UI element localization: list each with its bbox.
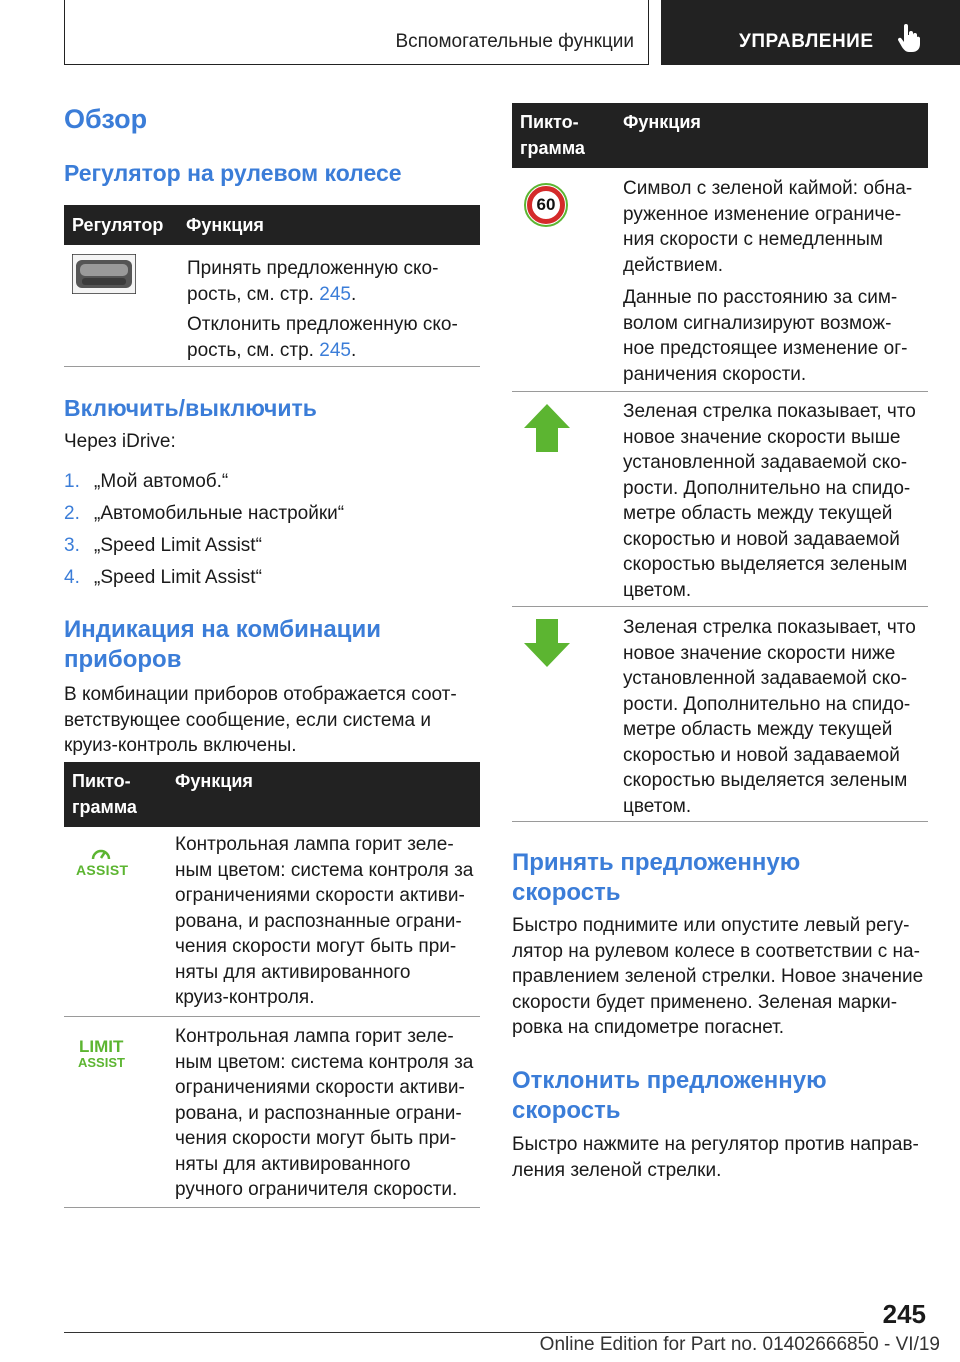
step-text: „Мой автомоб.“ bbox=[94, 471, 229, 492]
pointing-hand-icon bbox=[897, 24, 921, 52]
table-divider bbox=[64, 1016, 480, 1017]
table-divider bbox=[512, 391, 928, 392]
assist-description: Контрольная лампа горит зеле- ным цветом: система контроля за ограничениями скорости активи- рована, и распознанные ограни- чения скорости могут быть при- няты для активированного круиз-контроля. bbox=[175, 834, 474, 1008]
page-link-245[interactable]: 245 bbox=[319, 283, 351, 305]
cluster-description: В комбинации приборов отображается соот- ветствующее сообщение, если система и круиз-контроль включены. bbox=[64, 684, 457, 756]
step-text: „Speed Limit Assist“ bbox=[94, 567, 262, 588]
function-col-header: Функция bbox=[175, 771, 253, 791]
regulator-table-header bbox=[64, 205, 480, 245]
speedometer-arc-icon bbox=[90, 845, 112, 861]
step-number: 2. bbox=[64, 503, 80, 524]
accept-speed-text: Быстро поднимите или опустите левый регу- лятор на рулевом колесе в соответствии с на- правлением зеленой стрелки. Новое значение скорости будет применено. Зеленая марки- ровка на спидометре погаснет. bbox=[512, 915, 924, 1038]
page-number: 245 bbox=[882, 1299, 926, 1329]
right-pictogram-table-header: Пикто- грамма Функция bbox=[512, 103, 928, 168]
pictogram-col-header: Пикто- bbox=[72, 771, 131, 791]
regulator-col-header: Регулятор bbox=[72, 215, 164, 235]
footer-divider bbox=[64, 1332, 864, 1333]
table-divider bbox=[64, 366, 480, 367]
assist-indicator-icon: ASSIST bbox=[76, 845, 124, 881]
step-number: 3. bbox=[64, 535, 80, 556]
table-divider bbox=[512, 821, 928, 822]
overview-title: Обзор bbox=[64, 104, 148, 134]
speed-limit-sign-icon: 60 bbox=[524, 183, 568, 227]
cluster-title: Индикация на комбинации приборов bbox=[64, 616, 381, 673]
header-chapter-title: УПРАВЛЕНИЕ bbox=[739, 31, 874, 52]
accept-speed-title: Принять предложенную скорость bbox=[512, 849, 801, 906]
reject-speed-title: Отклонить предложенную скорость bbox=[512, 1067, 827, 1124]
table-divider bbox=[64, 1207, 480, 1208]
footer-edition: Online Edition for Part no. 01402666850 - VI/19 bbox=[539, 1334, 940, 1355]
page-link-245[interactable]: 245 bbox=[319, 339, 351, 361]
function-col-header: Функция bbox=[623, 112, 701, 132]
regulator-row-reject: Отклонить предложенную ско- рость, см. стр. 245. bbox=[187, 314, 458, 361]
overview-subtitle: Регулятор на рулевом колесе bbox=[64, 160, 402, 186]
header-section-title: Вспомогательные функции bbox=[395, 31, 634, 52]
green-arrow-down-icon bbox=[524, 619, 570, 667]
onoff-intro: Через iDrive: bbox=[64, 431, 176, 452]
onoff-title: Включить/выключить bbox=[64, 395, 317, 421]
header-section-box bbox=[64, 0, 649, 65]
step-number: 4. bbox=[64, 567, 80, 588]
steering-lever-image bbox=[72, 254, 136, 294]
pictogram-table-header: Пикто- грамма Функция bbox=[64, 762, 480, 827]
header-chapter-box bbox=[661, 0, 960, 65]
arrow-up-description: Зеленая стрелка показывает, что новое значение скорости выше установленной задаваемой ско- рости. Дополнительно на спидо- метре область между текущей скоростью и новой задаваемой скоростью выделяется зеленым цветом. bbox=[623, 401, 916, 601]
regulator-row-accept: Принять предложенную ско- рость, см. стр. 245. bbox=[187, 258, 439, 305]
table-divider bbox=[512, 606, 928, 607]
speed-sign-description-2: Данные по расстоянию за сим- волом сигнализируют возмож- ное предстоящее изменение ог- раничения скорости. bbox=[623, 287, 908, 385]
speed-sign-description-1: Символ с зеленой каймой: обна- руженное изменение ограниче- ния скорости с немедленным действием. bbox=[623, 178, 913, 276]
pictogram-col-header: Пикто- bbox=[520, 112, 579, 132]
reject-speed-text: Быстро нажмите на регулятор против направ- ления зеленой стрелки. bbox=[512, 1134, 919, 1181]
step-text: „Автомобильные настройки“ bbox=[94, 503, 345, 524]
green-arrow-up-icon bbox=[524, 404, 570, 452]
step-number: 1. bbox=[64, 471, 80, 492]
limit-assist-indicator-icon: LIMIT ASSIST bbox=[78, 1037, 125, 1070]
function-col-header: Функция bbox=[186, 215, 264, 235]
step-text: „Speed Limit Assist“ bbox=[94, 535, 262, 556]
arrow-down-description: Зеленая стрелка показывает, что новое значение скорости ниже установленной задаваемой ско- рости. Дополнительно на спидо- метре область между текущей скоростью и новой задаваемой скоростью выделяется зеленым цветом. bbox=[623, 617, 916, 817]
limit-assist-description: Контрольная лампа горит зеле- ным цветом: система контроля за ограничениями скорости активи- рована, и распознанные ограни- чения скорости могут быть при- няты для активированного ручного ограничителя скорости. bbox=[175, 1026, 474, 1200]
